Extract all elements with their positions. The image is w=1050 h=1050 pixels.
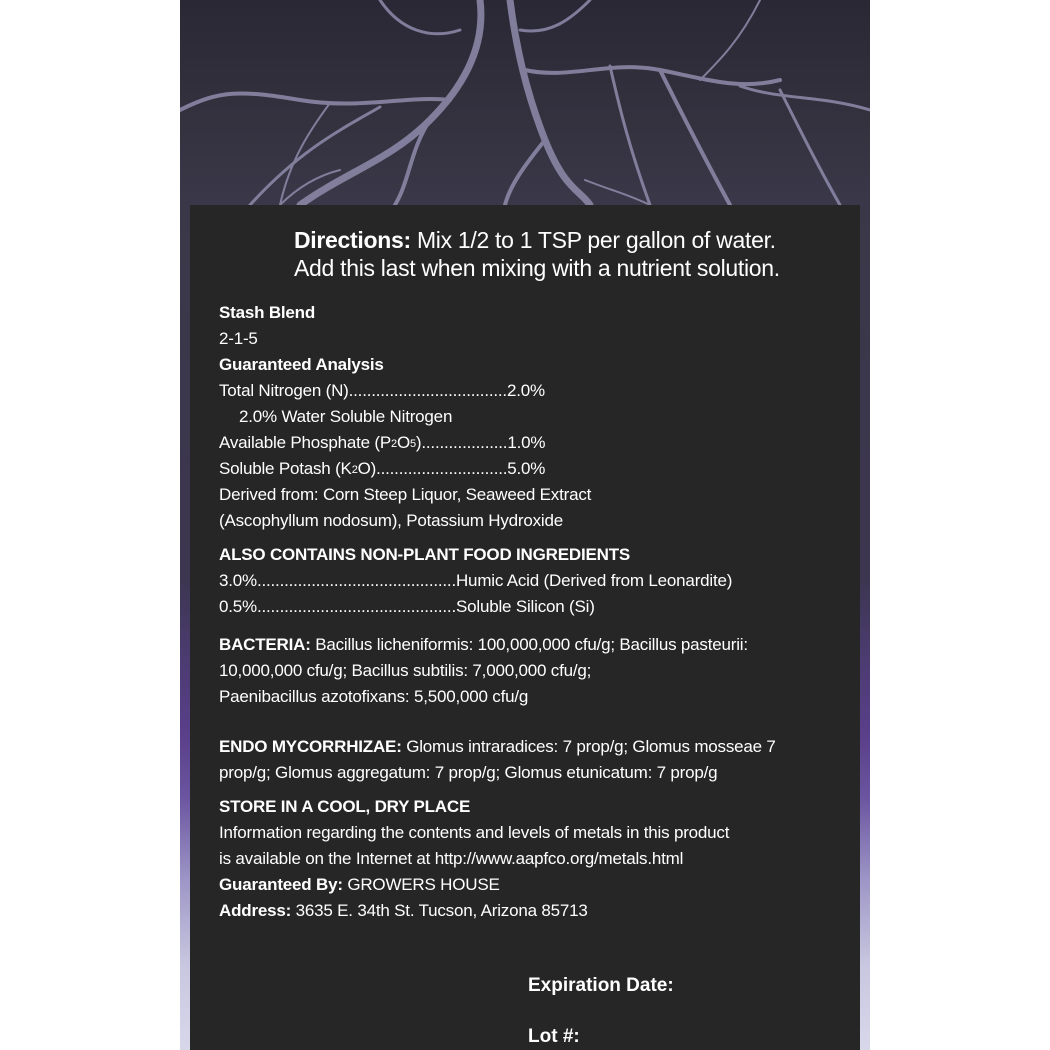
- phosphate-dots: ...................: [421, 433, 508, 452]
- mycorrhizae-text-1: Glomus intraradices: 7 prop/g; Glomus mosseae 7: [406, 737, 776, 756]
- phosphate-label-c: ): [415, 433, 422, 452]
- analysis-heading: Guaranteed Analysis: [219, 355, 384, 374]
- product-name: Stash Blend: [219, 303, 316, 322]
- directions-line-2: Add this last when mixing with a nutrient solution.: [294, 255, 780, 281]
- spacer: [219, 710, 849, 722]
- mycorrhizae-heading: ENDO MYCORRHIZAE:: [219, 737, 402, 756]
- bacteria-text-1: Bacillus licheniformis: 100,000,000 cfu/g; Bacillus pasteurii:: [315, 635, 748, 654]
- non-plant-row: [219, 568, 849, 594]
- expiration-date-label: Expiration Date:: [528, 975, 674, 996]
- label-body: [219, 300, 849, 924]
- potash-label-a: Soluble Potash (K: [219, 459, 352, 478]
- derived-line-1: Derived from: Corn Steep Liquor, Seaweed Extract: [219, 485, 592, 504]
- metals-info-line-1: Information regarding the contents and levels of metals in this product: [219, 823, 730, 842]
- directions-block: [294, 226, 780, 282]
- phosphate-value: 1.0%: [507, 433, 546, 452]
- bacteria-heading: BACTERIA:: [219, 635, 311, 654]
- derived-line-2: (Ascophyllum nodosum), Potassium Hydroxide: [219, 511, 564, 530]
- bacteria-line-3: Paenibacillus azotofixans: 5,500,000 cfu/g: [219, 687, 529, 706]
- non-plant-name: Soluble Silicon (Si): [455, 597, 595, 616]
- phosphate-sub-1: 2: [391, 438, 397, 450]
- potash-sub-1: 2: [351, 464, 358, 476]
- potash-dots: .............................: [376, 459, 508, 478]
- spacer: [219, 786, 849, 794]
- phosphate-label-b: O: [396, 433, 410, 452]
- mycorrhizae-line-1: [219, 734, 849, 760]
- metals-info-line-2: is available on the Internet at http://www.aapfco.org/metals.html: [219, 849, 684, 868]
- non-plant-dots: ............................................: [256, 571, 456, 590]
- label-panel: [190, 205, 860, 1050]
- bacteria-line-1: [219, 632, 849, 658]
- non-plant-name: Humic Acid (Derived from Leonardite): [455, 571, 733, 590]
- guaranteed-by-value: GROWERS HOUSE: [347, 875, 500, 894]
- non-plant-value: 3.0%: [219, 571, 257, 590]
- spacer: [219, 534, 849, 542]
- non-plant-heading: ALSO CONTAINS NON-PLANT FOOD INGREDIENTS: [219, 545, 631, 564]
- npk-ratio: 2-1-5: [219, 329, 258, 348]
- mycorrhizae-line-2: prop/g; Glomus aggregatum: 7 prop/g; Glomus etunicatum: 7 prop/g: [219, 763, 718, 782]
- guaranteed-by-label: Guaranteed By:: [219, 875, 343, 894]
- nitrogen-subline: 2.0% Water Soluble Nitrogen: [239, 407, 453, 426]
- spacer: [219, 620, 849, 632]
- spacer: [219, 722, 849, 734]
- potash-value: 5.0%: [507, 459, 546, 478]
- nitrogen-value: 2.0%: [506, 381, 545, 400]
- potash-label-b: O): [357, 459, 377, 478]
- potash-row: [219, 456, 849, 482]
- address-value: 3635 E. 34th St. Tucson, Arizona 85713: [295, 901, 588, 920]
- phosphate-sub-2: 5: [409, 438, 416, 450]
- address-label: Address:: [219, 901, 292, 920]
- directions-heading: Directions:: [294, 227, 411, 253]
- storage-heading: STORE IN A COOL, DRY PLACE: [219, 797, 471, 816]
- phosphate-row: [219, 430, 849, 456]
- guaranteed-by: [219, 872, 849, 898]
- phosphate-label-a: Available Phosphate (P: [219, 433, 392, 452]
- directions-line-1: Mix 1/2 to 1 TSP per gallon of water.: [416, 227, 776, 253]
- non-plant-dots: ............................................: [256, 597, 456, 616]
- non-plant-value: 0.5%: [219, 597, 257, 616]
- nitrogen-label: Total Nitrogen (N): [219, 381, 349, 400]
- nitrogen-row: [219, 378, 849, 404]
- non-plant-row: [219, 594, 849, 620]
- nitrogen-dots: ...................................: [348, 381, 507, 400]
- bacteria-line-2: 10,000,000 cfu/g; Bacillus subtilis: 7,000,000 cfu/g;: [219, 661, 592, 680]
- roots-illustration: [180, 0, 870, 205]
- address: [219, 898, 849, 924]
- lot-number-label: Lot #:: [528, 1026, 580, 1047]
